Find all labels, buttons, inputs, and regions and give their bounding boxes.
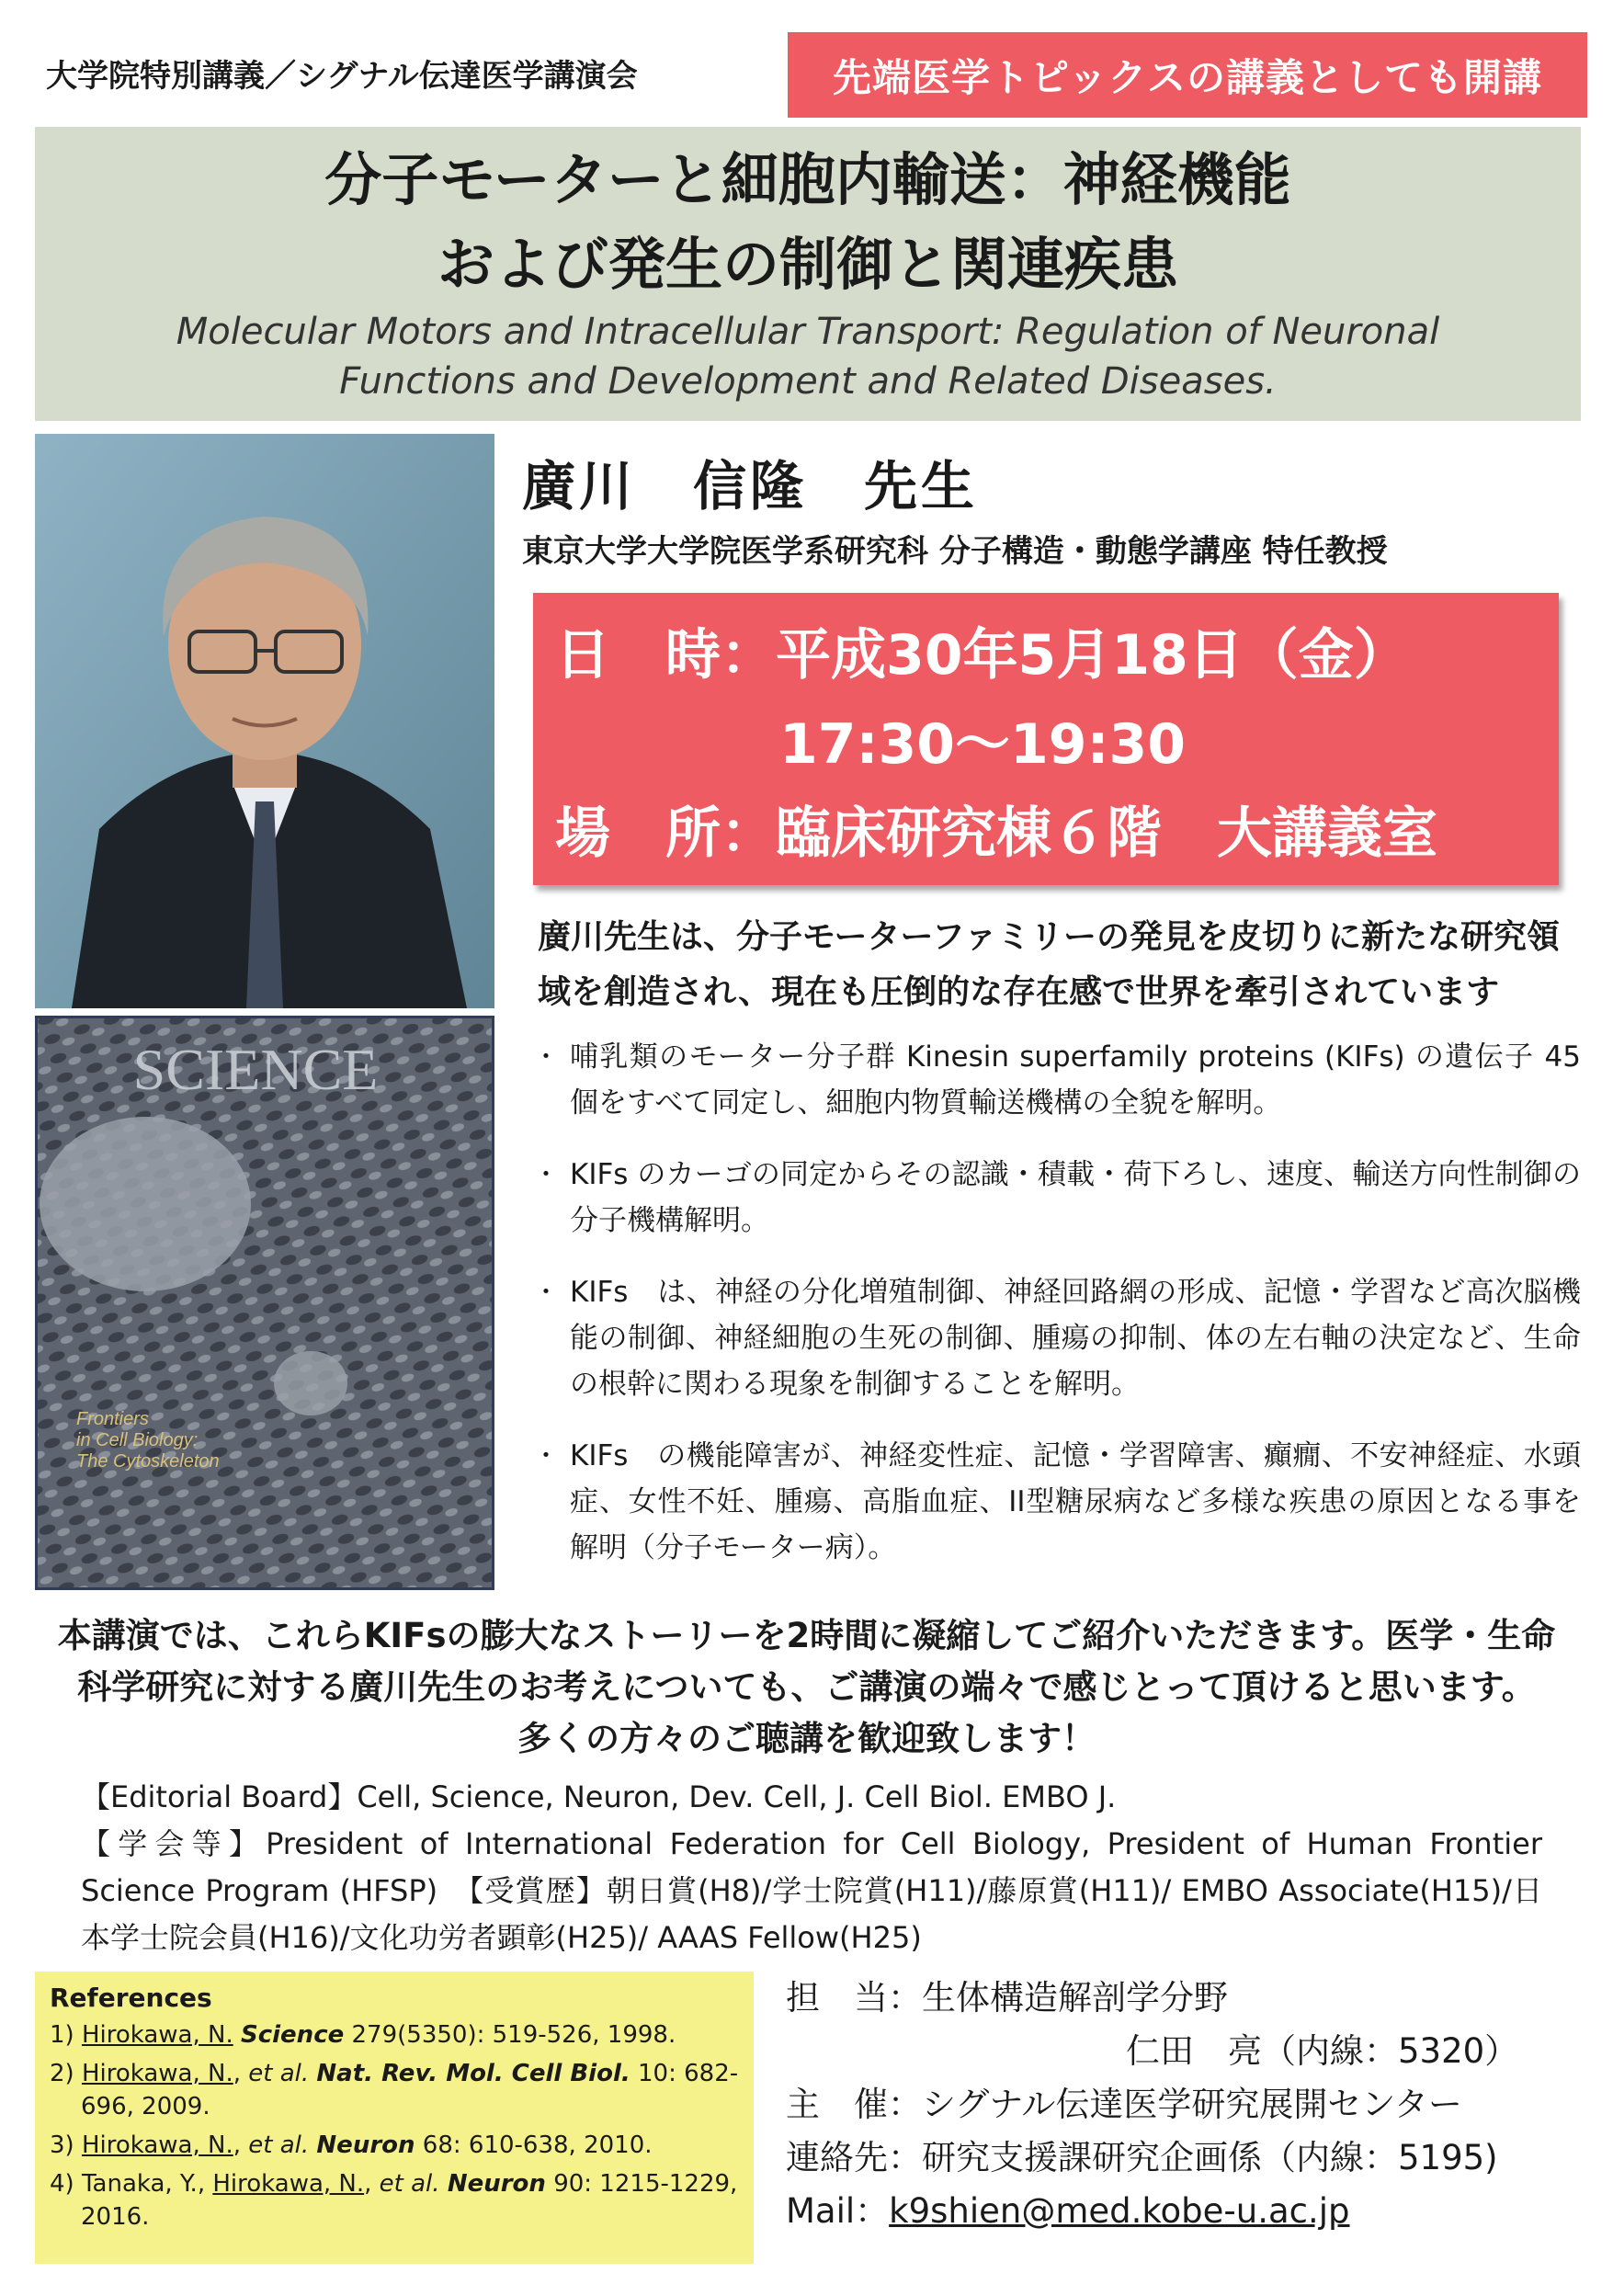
- list-item: ・ KIFs の機能障害が、神経変性症、記憶・学習障害、癲癇、不安神経症、水頭症、女性不妊、腫瘍、高脂血症、II型糖尿病など多様な疾患の原因となる事を解明（分子モーター病）。: [533, 1433, 1581, 1571]
- intro-text: 廣川先生は、分子モーターファミリーの発見を皮切りに新たな研究領域を創造され、現在も圧倒的な存在感で世界を牽引されています: [538, 918, 1561, 1011]
- reference-number: 3): [50, 2131, 74, 2159]
- event-place: 臨床研究棟６階 大講義室: [776, 801, 1437, 866]
- closing-line-1: 本講演では、これらKIFsの膨大なストーリーを2時間に凝縮してご紹介いただきます。医学・生命: [57, 1616, 1556, 1655]
- mail-label: Mail：: [786, 2191, 890, 2231]
- list-item: ・ KIFs は、神経の分化増殖制御、神経回路網の形成、記憶・学習など高次脳機能の制御、神経細胞の生死の制御、腫瘍の抑制、体の左右軸の決定など、生命の根幹に関わる現象を制御することを解明。: [533, 1269, 1581, 1407]
- editorial-board: 【Editorial Board】Cell, Science, Neuron, Dev. Cell, J. Cell Biol. EMBO J.: [81, 1779, 1117, 1814]
- achievement-list: [533, 1034, 1581, 1597]
- charge-dept: 生体構造解剖学分野: [922, 1978, 1228, 2018]
- lecture-series-label: 大学院特別講義／シグナル伝達医学講演会: [46, 58, 638, 95]
- cover-subtitle-2: in Cell Biology:: [76, 1430, 199, 1450]
- title-en-line-2: Functions and Development and Related Diseases.: [339, 360, 1277, 403]
- date-label: 日 時：: [555, 623, 776, 688]
- reference-authors: Hirokawa, N.: [81, 2131, 233, 2159]
- reference-authors: Hirokawa, N.: [81, 2021, 233, 2049]
- reference-journal: Neuron: [447, 2170, 546, 2198]
- closing-line-3: 多くの方々のご聴講を歓迎致します！: [517, 1719, 1096, 1758]
- cover-subtitle-1: Frontiers: [76, 1409, 149, 1429]
- list-item: ・ KIFs のカーゴの同定からその認識・積載・荷下ろし、速度、輸送方向性制御の分子機構解明。: [533, 1152, 1581, 1244]
- reference-details: 10: 682-696, 2009.: [81, 2060, 739, 2120]
- reference-etal: et al.: [248, 2131, 310, 2159]
- charge-person: 仁田 亮（内線：5320）: [1126, 2031, 1519, 2071]
- closing-line-2: 科学研究に対する廣川先生のお考えについても、ご講演の端々で感じとって頂けると思います。: [77, 1667, 1536, 1707]
- place-label: 場 所：: [555, 801, 776, 866]
- reference-etal: et al.: [248, 2060, 310, 2087]
- title-box: [35, 127, 1581, 421]
- title-jp-line-2: および発生の制御と関連疾患: [437, 231, 1178, 298]
- reference-item: 2) Hirokawa, N., et al. Nat. Rev. Mol. Cell Biol. 10: 682-696, 2009.: [50, 2060, 739, 2120]
- reference-details: 90: 1215-1229, 2016.: [81, 2170, 738, 2231]
- reference-etal: et al.: [379, 2170, 440, 2198]
- contact-label: 連絡先：: [786, 2138, 922, 2177]
- reference-authors: Hirokawa, N.: [81, 2060, 233, 2087]
- event-time: 17:30～19:30: [779, 712, 1186, 777]
- title-jp-line-1: 分子モーターと細胞内輸送：神経機能: [324, 146, 1291, 213]
- title-en-line-1: Molecular Motors and Intracellular Transport: Regulation of Neuronal: [176, 311, 1440, 353]
- contact-info: [786, 1972, 1518, 2238]
- reference-number: 2): [50, 2060, 74, 2087]
- date-place-box: [533, 593, 1559, 885]
- charge-label: 担 当：: [786, 1978, 922, 2018]
- event-date: 平成30年5月18日（金）: [776, 623, 1409, 688]
- contact-office: 研究支援課研究企画係（内線：5195): [922, 2138, 1498, 2177]
- reference-journal: Nat. Rev. Mol. Cell Biol.: [316, 2060, 630, 2087]
- reference-item: [50, 2018, 739, 2052]
- host: シグナル伝達医学研究展開センター: [922, 2085, 1462, 2124]
- cover-masthead: SCIENCE: [132, 1037, 379, 1102]
- reference-journal: Neuron: [316, 2131, 415, 2159]
- reference-details: 279(5350): 519-526, 1998.: [351, 2021, 676, 2049]
- references-box: [35, 1972, 754, 2264]
- closing-message: [0, 1610, 1613, 1765]
- reference-details: 68: 610-638, 2010.: [422, 2131, 653, 2159]
- reference-number: 4): [50, 2170, 74, 2198]
- speaker-name: 廣川 信隆 先生: [522, 455, 979, 517]
- reference-journal: Science: [241, 2021, 345, 2049]
- society-awards: 【学会等】President of International Federation for Cell Biology, President of Human Frontier Science Program (HFSP) 【受賞歴】朝日賞(H8)/学士院賞(H11)/藤原賞(H11)/ EMBO Associate(H15)/日本学士院会員(H16)/文化功労者顕彰(H25)/ AAAS Fellow(H25): [81, 1826, 1542, 1955]
- reference-item: 4) Tanaka, Y., Hirokawa, N., et al. Neuron 90: 1215-1229, 2016.: [50, 2170, 738, 2231]
- speaker-affiliation: 東京大学大学院医学系研究科 分子構造・動態学講座 特任教授: [522, 533, 1388, 570]
- reference-authors: Hirokawa, N.: [212, 2170, 365, 2198]
- mail-link[interactable]: k9shien@med.kobe-u.ac.jp: [889, 2191, 1350, 2231]
- reference-number: 1): [50, 2021, 74, 2049]
- cover-subtitle-3: The Cytoskeleton: [76, 1451, 220, 1472]
- date-line: [555, 611, 1409, 690]
- host-label: 主 催：: [786, 2085, 922, 2124]
- references-title: References: [50, 1983, 212, 2013]
- reference-coauthor: Tanaka, Y.,: [81, 2170, 206, 2198]
- credentials: [81, 1774, 1542, 1961]
- science-cover-image: [35, 1016, 494, 1590]
- speaker-photo: [35, 434, 494, 1008]
- place-line: [555, 790, 1437, 869]
- advanced-topics-badge: 先端医学トピックスの講義としても開講: [788, 32, 1587, 118]
- list-item: ・ 哺乳類のモーター分子群 Kinesin superfamily proteins (KIFs) の遺伝子 45 個をすべて同定し、細胞内物質輸送機構の全貌を解明。: [533, 1034, 1581, 1126]
- reference-item: 3) Hirokawa, N., et al. Neuron 68: 610-638, 2010.: [50, 2131, 653, 2159]
